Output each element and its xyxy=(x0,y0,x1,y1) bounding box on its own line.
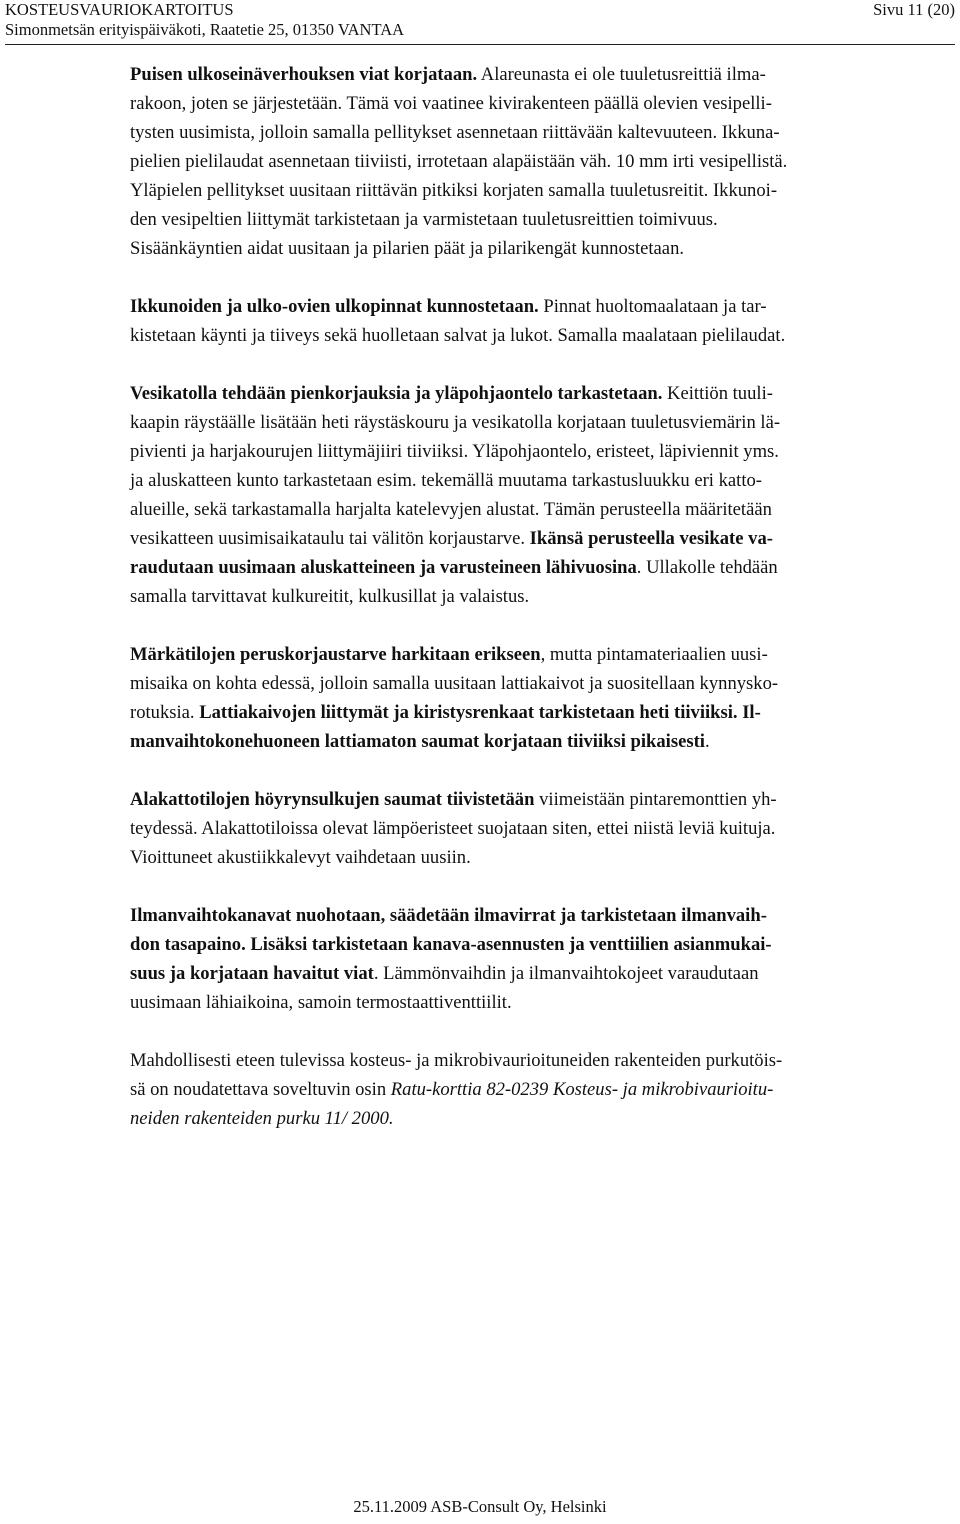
body-text: uusimaan lähiaikoina, samoin termostaattiventtiilit. xyxy=(130,992,512,1013)
page-number: Sivu 11 (20) xyxy=(873,0,955,19)
body-text: pivienti ja harjakourujen liittymäjiiri tiiviiksi. Yläpohjaontelo, eristeet, läpiviennit yms. xyxy=(130,441,779,462)
paragraph-heading: Vesikatolla tehdään pienkorjauksia ja yläpohjaontelo tarkastetaan. xyxy=(130,383,663,404)
body-text: kaapin räystäälle lisätään heti räystäskouru ja vesikatolla korjataan tuuletusviemärin lä- xyxy=(130,412,781,433)
header-address-line xyxy=(5,20,955,40)
body-text: Alareunasta ei ole tuuletusreittiä ilma- xyxy=(477,64,766,85)
body-text: , mutta pintamateriaalien uusi- xyxy=(540,644,768,665)
body-text: Sisäänkäyntien aidat uusitaan ja pilarien päät ja pilarikengät kunnostetaan. xyxy=(130,238,685,259)
page-header xyxy=(5,0,955,40)
body-text: misaika on kohta edessä, jolloin samalla uusitaan lattiakaivot ja suositellaan kynnysko- xyxy=(130,673,779,694)
header-top-line xyxy=(5,0,955,20)
body-text: rakoon, joten se järjestetään. Tämä voi vaatinee kivirakenteen päällä olevien vesipelli- xyxy=(130,93,772,114)
paragraph-heading: Ikkunoiden ja ulko-ovien ulkopinnat kunnostetaan. xyxy=(130,296,539,317)
paragraph-heading: Alakattotilojen höyrynsulkujen saumat tiivistetään xyxy=(130,789,535,810)
paragraph-heading: Ilmanvaihtokanavat nuohotaan, säädetään ilmavirrat ja tarkistetaan ilmanvaih- xyxy=(130,905,767,926)
paragraph-ventilation xyxy=(130,901,955,1017)
emphasis-text: Lattiakaivojen liittymät ja kiristysrenkaat tarkistetaan heti tiiviiksi. Il- xyxy=(199,702,761,723)
reference-citation: neiden rakenteiden purku 11/ 2000. xyxy=(130,1108,394,1129)
body-text: rotuksia. xyxy=(130,702,200,723)
body-text: sä on noudatettava soveltuvin osin xyxy=(130,1079,391,1100)
body-text: vesikatteen uusimisaikataulu tai välitön korjaustarve. xyxy=(130,528,530,549)
reference-citation: Ratu-korttia 82-0239 Kosteus- ja mikrobivaurioitu- xyxy=(390,1079,774,1100)
site-address: Simonmetsän erityispäiväkoti, Raatetie 25, 01350 VANTAA xyxy=(5,20,405,39)
document-body xyxy=(130,60,955,1162)
emphasis-text: don tasapaino. Lisäksi tarkistetaan kanava-asennusten ja venttiilien asianmukai- xyxy=(130,934,772,955)
body-text: teydessä. Alakattotiloissa olevat lämpöeristeet suojataan siten, ettei niistä leviä kuituja. xyxy=(130,818,776,839)
body-text: Vioittuneet akustiikkalevyt vaihdetaan uusiin. xyxy=(130,847,471,868)
paragraph-suspended-ceilings xyxy=(130,785,955,872)
paragraph-windows-doors xyxy=(130,292,955,350)
header-divider xyxy=(5,44,955,45)
body-text: viimeistään pintaremonttien yh- xyxy=(534,789,777,810)
paragraph-heading: Märkätilojen peruskorjaustarve harkitaan erikseen xyxy=(130,644,541,665)
emphasis-text: suus ja korjataan havaitut viat xyxy=(130,963,374,984)
body-text: samalla tarvittavat kulkureitit, kulkusillat ja valaistus. xyxy=(130,586,530,607)
body-text: Mahdollisesti eteen tulevissa kosteus- ja mikrobivaurioituneiden rakenteiden purkutöis- xyxy=(130,1050,783,1071)
body-text: alueille, sekä tarkastamalla harjalta katelevyjen alustat. Tämän perusteella määritetään xyxy=(130,499,772,520)
emphasis-text: Ikänsä perusteella vesikate va- xyxy=(529,528,773,549)
paragraph-wet-rooms xyxy=(130,640,955,756)
paragraph-heading: Puisen ulkoseinäverhouksen viat korjataan. xyxy=(130,64,478,85)
body-text: pielien pielilaudat asennetaan tiiviisti, irrotetaan alapäistään väh. 10 mm irti vesipellistä. xyxy=(130,151,788,172)
page-footer: 25.11.2009 ASB-Consult Oy, Helsinki xyxy=(353,1497,607,1516)
body-text: . Lämmönvaihdin ja ilmanvaihtokojeet varaudutaan xyxy=(373,963,759,984)
body-text: . Ullakolle tehdään xyxy=(636,557,778,578)
body-text: den vesipeltien liittymät tarkistetaan ja varmistetaan tuuletusreittien toimivuus. xyxy=(130,209,718,230)
paragraph-demolition-reference xyxy=(130,1046,955,1133)
emphasis-text: manvaihtokonehuoneen lattiamaton saumat korjataan tiiviiksi pikaisesti xyxy=(130,731,705,752)
paragraph-facade-cladding xyxy=(130,60,955,263)
body-text: Pinnat huoltomaalataan ja tar- xyxy=(538,296,767,317)
body-text: Keittiön tuuli- xyxy=(662,383,773,404)
emphasis-text: raudutaan uusimaan aluskatteineen ja varusteineen lähivuosina xyxy=(130,557,637,578)
paragraph-roof xyxy=(130,379,955,611)
body-text: kistetaan käynti ja tiiveys sekä huolletaan salvat ja lukot. Samalla maalataan pielilaudat. xyxy=(130,325,786,346)
body-text: ja aluskatteen kunto tarkastetaan esim. tekemällä muutama tarkastusluukku eri katto- xyxy=(130,470,762,491)
body-text: Yläpielen pellitykset uusitaan riittävän pitkiksi korjaten samalla tuuletusreitit. Ikkunoi- xyxy=(130,180,778,201)
body-text: . xyxy=(704,731,710,752)
body-text: tysten uusimista, jolloin samalla pellitykset asennetaan riittävään kaltevuuteen. Ikkuna- xyxy=(130,122,780,143)
document-title: KOSTEUSVAURIOKARTOITUS xyxy=(5,0,234,19)
